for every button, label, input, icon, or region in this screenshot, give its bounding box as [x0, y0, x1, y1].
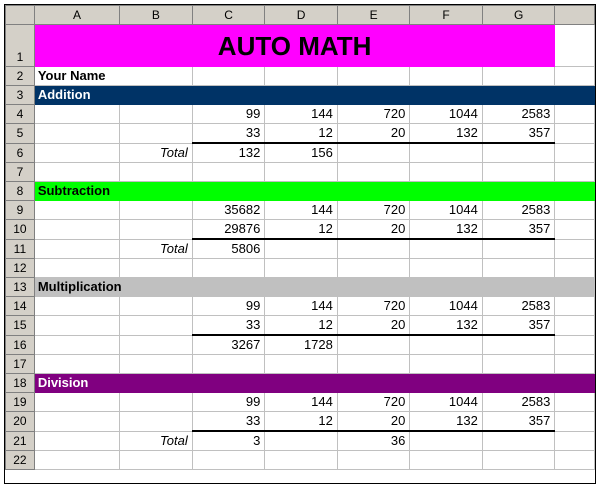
cell[interactable] — [555, 412, 595, 432]
row-header[interactable]: 9 — [6, 201, 35, 220]
result-cell[interactable] — [410, 335, 483, 355]
cell[interactable] — [337, 451, 409, 470]
cell[interactable] — [265, 259, 338, 278]
cell[interactable] — [555, 335, 595, 355]
cell[interactable] — [34, 297, 119, 316]
cell[interactable]: 132 — [410, 220, 483, 240]
cell[interactable] — [120, 393, 193, 412]
row-header[interactable]: 8 — [6, 182, 35, 201]
cell[interactable] — [120, 316, 193, 336]
result-cell[interactable] — [337, 239, 409, 259]
cell[interactable] — [555, 25, 595, 67]
cell[interactable] — [34, 259, 119, 278]
cell[interactable] — [555, 239, 595, 259]
cell[interactable] — [410, 355, 483, 374]
row-header[interactable]: 21 — [6, 431, 35, 451]
cell[interactable]: 12 — [265, 124, 338, 144]
row-header[interactable]: 7 — [6, 163, 35, 182]
result-cell[interactable]: 36 — [337, 431, 409, 451]
result-cell[interactable] — [410, 239, 483, 259]
row-header[interactable]: 20 — [6, 412, 35, 432]
cell[interactable] — [337, 355, 409, 374]
cell[interactable] — [555, 67, 595, 86]
select-all-corner[interactable] — [6, 6, 35, 25]
cell[interactable] — [34, 431, 119, 451]
cell[interactable]: 2583 — [482, 393, 555, 412]
column-header-h[interactable] — [555, 6, 595, 25]
column-header-d[interactable]: D — [265, 6, 338, 25]
row-header[interactable]: 11 — [6, 239, 35, 259]
cell[interactable] — [555, 259, 595, 278]
multiplication-section-header[interactable]: Multiplication — [34, 278, 594, 297]
cell[interactable] — [265, 355, 338, 374]
result-cell[interactable] — [410, 431, 483, 451]
total-label-cell[interactable]: Total — [120, 431, 193, 451]
row-header[interactable]: 5 — [6, 124, 35, 144]
cell[interactable] — [120, 335, 193, 355]
result-cell[interactable] — [482, 239, 555, 259]
division-section-header[interactable]: Division — [34, 374, 594, 393]
column-header-f[interactable]: F — [410, 6, 483, 25]
column-header-a[interactable]: A — [34, 6, 119, 25]
column-header-c[interactable]: C — [192, 6, 265, 25]
cell[interactable] — [34, 393, 119, 412]
cell[interactable] — [482, 259, 555, 278]
row-header[interactable]: 14 — [6, 297, 35, 316]
cell[interactable] — [482, 67, 555, 86]
result-cell[interactable]: 1728 — [265, 335, 338, 355]
cell[interactable]: 144 — [265, 201, 338, 220]
cell[interactable] — [34, 316, 119, 336]
cell[interactable] — [265, 163, 338, 182]
cell[interactable] — [482, 163, 555, 182]
cell[interactable] — [555, 355, 595, 374]
cell[interactable]: 357 — [482, 220, 555, 240]
cell[interactable] — [265, 67, 338, 86]
your-name-cell[interactable]: Your Name — [34, 67, 192, 86]
row-header[interactable]: 1 — [6, 25, 35, 67]
cell[interactable] — [555, 124, 595, 144]
cell[interactable]: 99 — [192, 297, 265, 316]
cell[interactable] — [120, 297, 193, 316]
cell[interactable] — [120, 201, 193, 220]
result-cell[interactable] — [482, 143, 555, 163]
column-header-e[interactable]: E — [337, 6, 409, 25]
cell[interactable] — [120, 105, 193, 124]
result-cell[interactable]: 156 — [265, 143, 338, 163]
cell[interactable]: 2583 — [482, 201, 555, 220]
cell[interactable] — [555, 105, 595, 124]
cell[interactable] — [555, 316, 595, 336]
row-header[interactable]: 3 — [6, 86, 35, 105]
addition-section-header[interactable]: Addition — [34, 86, 594, 105]
result-cell[interactable] — [337, 335, 409, 355]
cell[interactable] — [410, 67, 483, 86]
cell[interactable] — [34, 105, 119, 124]
cell[interactable] — [34, 335, 119, 355]
subtraction-section-header[interactable]: Subtraction — [34, 182, 594, 201]
cell[interactable]: 20 — [337, 220, 409, 240]
cell[interactable]: 2583 — [482, 297, 555, 316]
cell[interactable]: 357 — [482, 124, 555, 144]
column-header-b[interactable]: B — [120, 6, 193, 25]
row-header[interactable]: 17 — [6, 355, 35, 374]
cell[interactable] — [120, 355, 193, 374]
cell[interactable]: 132 — [410, 316, 483, 336]
cell[interactable]: 12 — [265, 220, 338, 240]
cell[interactable]: 20 — [337, 412, 409, 432]
cell[interactable] — [555, 393, 595, 412]
cell[interactable] — [337, 163, 409, 182]
cell[interactable] — [120, 220, 193, 240]
cell[interactable] — [192, 451, 265, 470]
result-cell[interactable] — [265, 431, 338, 451]
cell[interactable] — [120, 124, 193, 144]
sheet-title[interactable]: AUTO MATH — [34, 25, 555, 67]
cell[interactable]: 2583 — [482, 105, 555, 124]
cell[interactable] — [555, 297, 595, 316]
cell[interactable]: 99 — [192, 105, 265, 124]
cell[interactable]: 357 — [482, 412, 555, 432]
cell[interactable] — [555, 451, 595, 470]
cell[interactable] — [555, 163, 595, 182]
row-header[interactable]: 18 — [6, 374, 35, 393]
cell[interactable]: 12 — [265, 316, 338, 336]
cell[interactable] — [34, 220, 119, 240]
result-cell[interactable]: 5806 — [192, 239, 265, 259]
cell[interactable] — [34, 143, 119, 163]
cell[interactable] — [192, 163, 265, 182]
total-label-cell[interactable]: Total — [120, 143, 193, 163]
cell[interactable]: 29876 — [192, 220, 265, 240]
row-header[interactable]: 13 — [6, 278, 35, 297]
cell[interactable] — [192, 259, 265, 278]
row-header[interactable]: 12 — [6, 259, 35, 278]
row-header[interactable]: 4 — [6, 105, 35, 124]
row-header[interactable]: 2 — [6, 67, 35, 86]
cell[interactable] — [410, 163, 483, 182]
cell[interactable] — [120, 451, 193, 470]
cell[interactable] — [34, 201, 119, 220]
cell[interactable] — [34, 412, 119, 432]
cell[interactable]: 1044 — [410, 105, 483, 124]
cell[interactable] — [410, 259, 483, 278]
cell[interactable] — [555, 220, 595, 240]
cell[interactable]: 33 — [192, 316, 265, 336]
cell[interactable]: 357 — [482, 316, 555, 336]
cell[interactable]: 720 — [337, 105, 409, 124]
cell[interactable]: 144 — [265, 297, 338, 316]
cell[interactable] — [120, 259, 193, 278]
cell[interactable]: 144 — [265, 393, 338, 412]
cell[interactable]: 33 — [192, 124, 265, 144]
cell[interactable] — [34, 124, 119, 144]
row-header[interactable]: 22 — [6, 451, 35, 470]
cell[interactable] — [34, 239, 119, 259]
row-header[interactable]: 19 — [6, 393, 35, 412]
cell[interactable] — [337, 259, 409, 278]
cell[interactable]: 720 — [337, 201, 409, 220]
total-label-cell[interactable]: Total — [120, 239, 193, 259]
cell[interactable]: 132 — [410, 124, 483, 144]
row-header[interactable]: 16 — [6, 335, 35, 355]
row-header[interactable]: 15 — [6, 316, 35, 336]
cell[interactable] — [555, 201, 595, 220]
result-cell[interactable] — [482, 335, 555, 355]
cell[interactable] — [192, 355, 265, 374]
spreadsheet-grid — [5, 5, 595, 470]
cell[interactable]: 720 — [337, 393, 409, 412]
cell[interactable] — [265, 451, 338, 470]
cell[interactable] — [120, 412, 193, 432]
cell[interactable]: 20 — [337, 124, 409, 144]
column-header-g[interactable]: G — [482, 6, 555, 25]
result-cell[interactable]: 132 — [192, 143, 265, 163]
cell[interactable] — [337, 67, 409, 86]
row-header[interactable]: 6 — [6, 143, 35, 163]
cell[interactable] — [482, 355, 555, 374]
cell[interactable] — [482, 451, 555, 470]
cell[interactable]: 35682 — [192, 201, 265, 220]
result-cell[interactable] — [337, 143, 409, 163]
cell[interactable] — [555, 431, 595, 451]
result-cell[interactable] — [265, 239, 338, 259]
cell[interactable]: 20 — [337, 316, 409, 336]
cell[interactable] — [555, 143, 595, 163]
cell[interactable] — [34, 163, 119, 182]
cell[interactable] — [34, 355, 119, 374]
cell[interactable] — [410, 451, 483, 470]
cell[interactable] — [192, 67, 265, 86]
cell[interactable]: 12 — [265, 412, 338, 432]
cell[interactable]: 132 — [410, 412, 483, 432]
cell[interactable]: 144 — [265, 105, 338, 124]
cell[interactable] — [34, 451, 119, 470]
cell[interactable]: 720 — [337, 297, 409, 316]
row-header[interactable]: 10 — [6, 220, 35, 240]
result-cell[interactable]: 3 — [192, 431, 265, 451]
cell[interactable]: 33 — [192, 412, 265, 432]
cell[interactable] — [120, 163, 193, 182]
cell[interactable]: 1044 — [410, 297, 483, 316]
cell[interactable]: 1044 — [410, 393, 483, 412]
cell[interactable]: 99 — [192, 393, 265, 412]
result-cell[interactable] — [482, 431, 555, 451]
spreadsheet-frame — [4, 4, 596, 484]
result-cell[interactable] — [410, 143, 483, 163]
cell[interactable]: 1044 — [410, 201, 483, 220]
result-cell[interactable]: 3267 — [192, 335, 265, 355]
